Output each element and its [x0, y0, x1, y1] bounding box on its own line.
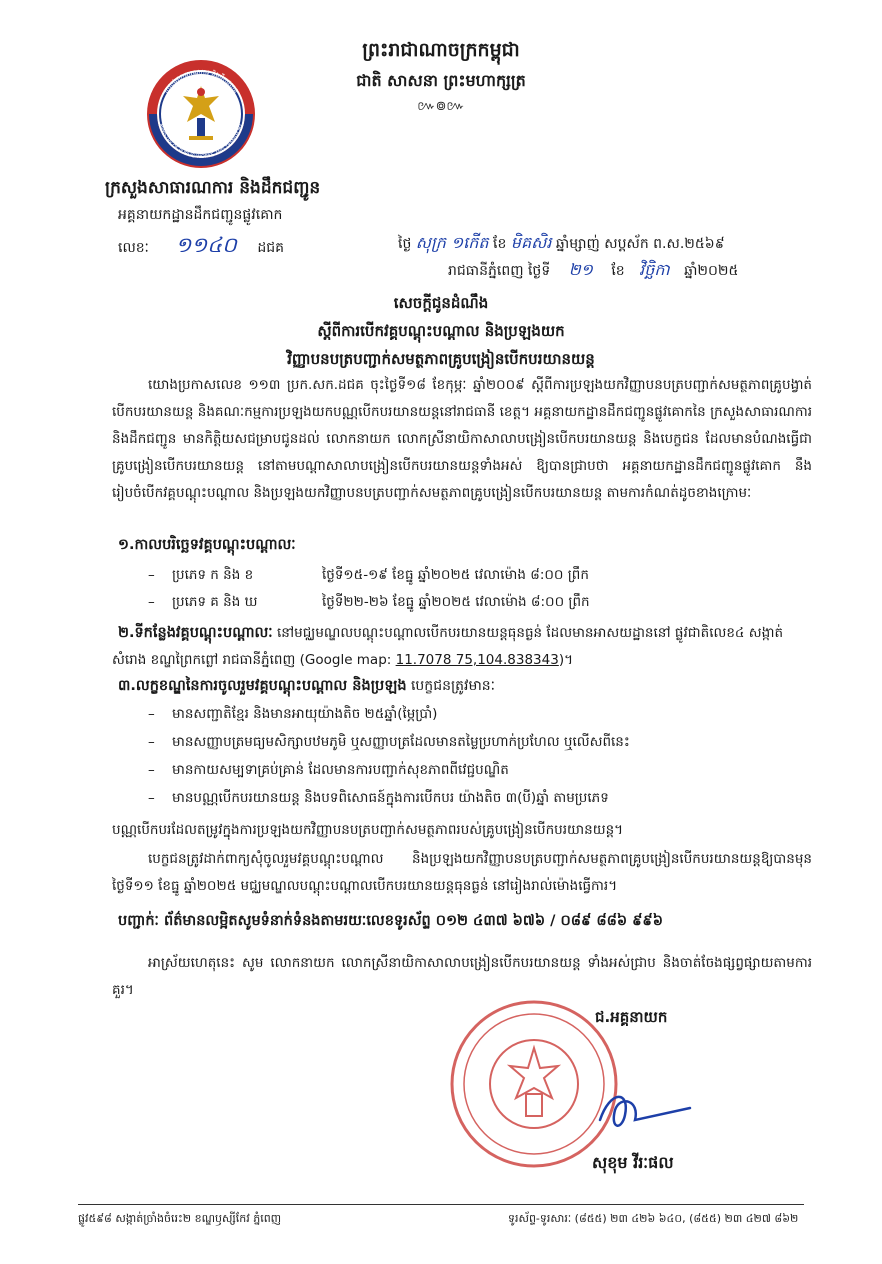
section1-heading: ១.កាលបរិច្ឆេទវគ្គបណ្តុះបណ្តាលៈ [118, 537, 296, 553]
notice-subject-line2: វិញ្ញាបនបត្របញ្ជាក់សមត្ថភាពគ្រូបង្រៀនបើកបរយានយន្ត [287, 350, 595, 368]
notice-subject-line1: ស្តីពីការបើកវគ្គបណ្តុះបណ្តាល និងប្រឡងយក [317, 322, 565, 340]
date-month: វិច្ឆិកា [639, 260, 670, 279]
city-date [448, 259, 738, 283]
dash: – [148, 790, 155, 806]
requirement-item [148, 705, 437, 725]
notice-title: សេចក្តីជូនដំណឹង [393, 294, 489, 312]
schedule-time: ថ្ងៃទី១៥-១៩ ខែធ្នូ ឆ្នាំ២០២៥ វេលាម៉ោង ៨:០០ ព្រឹក [322, 567, 589, 583]
kingdom-heading: ព្រះរាជាណាចក្រកម្ពុជា [362, 39, 520, 61]
section3-suffix: បេក្ខជនត្រូវមានៈ [406, 678, 495, 694]
intro-paragraph: យោងប្រកាសលេខ ១១៣ ប្រក.សក.ដជគ ចុះថ្ងៃទី១៨ ខែកុម្ភៈ ឆ្នាំ២០០៩ ស្តីពីការប្រឡងយកវិញ្ញាបនបត្របញ្ជាក់សមត្ថភាពគ្រូបង្វាត់បើកបរយានយន្ត និងគណៈកម្មការប្រឡងយកបណ្ណបើកបរយានយន្តនៅរាជធានី ខេត្ត។ អគ្គនាយកដ្ឋានដឹកជញ្ជូនផ្លូវគោកនៃ ក្រសួងសាធារណការ និងដឹកជញ្ជូន មានកិត្តិយសជម្រាបជូនដល់ លោកនាយក លោកស្រីនាយិកាសាលាបង្រៀនបើកបរយានយន្ត និងបេក្ខជន ដែលមានបំណងធ្វើជាគ្រូបង្រៀនបើកបរយានយន្ត នៅតាមបណ្តាសាលាបង្រៀនបើកបរយានយន្តទាំងអស់ ឱ្យបានជ្រាបថា អគ្គនាយកដ្ឋានដឹកជញ្ជូនផ្លូវគោក នឹងរៀបចំបើកវគ្គបណ្តុះបណ្តាល និងប្រឡងយកវិញ្ញាបនបត្របញ្ជាក់សមត្ថភាពគ្រូបង្រៀនបើកបរយានយន្ត តាមការកំណត់ដូចខាងក្រោមៈ [112, 377, 812, 501]
schedule-row [148, 593, 590, 613]
requirement-text: មានសញ្ញាបត្រមធ្យមសិក្សាបឋមភូមិ ឬសញ្ញាបត្រដែលមានតម្លៃប្រហាក់ប្រហែល ឬលើសពីនេះ [172, 734, 630, 750]
schedule-category: ប្រភេទ ក និង ខ [172, 567, 254, 583]
dash: – [148, 567, 155, 583]
lunar-date [398, 232, 725, 256]
section2-close: )។ [558, 652, 573, 668]
section2-paragraph [112, 620, 812, 674]
requirement-text: មានបណ្ណបើកបរយានយន្ត និងបទពិសោធន៍ក្នុងការបើកបរ យ៉ាងតិច ៣(បី)ឆ្នាំ តាមប្រភេទ [172, 790, 609, 806]
ministry-name: ក្រសួងសាធារណការ និងដឹកជញ្ជូន [105, 178, 321, 198]
ref-suffix: ដជគ [257, 240, 285, 256]
requirement-continuation: បណ្ណបើកបរដែលតម្រូវក្នុងការប្រឡងយកវិញ្ញាបនបត្របញ្ជាក់សមត្ថភាពរបស់គ្រូបង្រៀនបើកបរយានយន្ត។ [112, 822, 624, 838]
dash: – [148, 762, 155, 778]
handwritten-signature-icon [580, 1080, 700, 1140]
requirement-text: មានកាយសម្បទាគ្រប់គ្រាន់ ដែលមានការបញ្ជាក់សុខភាពពីវេជ្ជបណ្ឌិត [172, 762, 509, 778]
header-flourish: ៚៙៚ [417, 99, 465, 114]
city-prefix: រាជធានីភ្នំពេញ ថ្ងៃទី [448, 263, 551, 279]
date-day: ២១ [568, 260, 593, 279]
requirement-item [148, 789, 808, 809]
schedule-category: ប្រភេទ គ និង ឃ [172, 594, 258, 610]
lunar-year: ឆ្នាំម្សាញ់ សប្តស័ក ព.ស.២៥៦៩ [555, 236, 725, 252]
requirement-item [148, 733, 630, 753]
department-name: អគ្គនាយកដ្ឋានដឹកជញ្ជូនផ្លូវគោក [118, 207, 283, 223]
ref-number: ១១៤០ [175, 233, 237, 257]
closing-paragraph: អាស្រ័យហេតុនេះ សូម លោកនាយក លោកស្រីនាយិកាសាលាបង្រៀនបើកបរយានយន្ត ទាំងអស់ជ្រាប និងចាត់ចែងផ្សព្វផ្សាយតាមការគួរ។ [112, 955, 812, 998]
dash: – [148, 594, 155, 610]
footer-address: ផ្លូវ៥៩៨ សង្កាត់ច្រាំងចំរេះ២ ខណ្ឌឫស្សីកែវ ភ្នំពេញ [78, 1212, 282, 1225]
section3-heading: ៣.លក្ខខណ្ឌនៃការចូលរួមវគ្គបណ្តុះបណ្តាល និងប្រឡង [118, 678, 407, 694]
google-map-link[interactable]: 11.7078 75,104.838343 [395, 652, 559, 668]
lunar-day: សុក្រ ១កើត [415, 233, 489, 252]
date-year: ឆ្នាំ២០២៥ [684, 263, 739, 279]
date-month-label: ខែ [611, 263, 625, 279]
contact-note: បញ្ជាក់ៈ ព័ត៌មានលម្អិតសូមទំនាក់ទំនងតាមរយៈលេខទូរស័ព្ទ ០១២ ៤៣៧ ៦៧៦ / ០៨៩ ៨៨៦ ៩៩៦ [118, 913, 663, 929]
footer-divider [78, 1204, 804, 1205]
lunar-month-label: ខែ [493, 236, 507, 252]
signatory-name: សុខុម វីរៈផល [592, 1153, 674, 1172]
dash: – [148, 734, 155, 750]
requirement-text: មានសញ្ជាតិខ្មែរ និងមានអាយុយ៉ាងតិច ២៥ឆ្នាំ(ម្ភៃប្រាំ) [172, 706, 438, 722]
lunar-month: មិគសិរ [510, 233, 552, 252]
section2-heading: ២.ទីកន្លែងវគ្គបណ្តុះបណ្តាលៈ [118, 625, 273, 641]
footer-phone: ទូរស័ព្ទ-ទូរសារៈ (៨៥៥) ២៣ ៤២៦ ៦៤០, (៨៥៥) ២៣ ៤២៧ ៨៦២ [508, 1212, 799, 1225]
lunar-prefix: ថ្ងៃ [398, 236, 412, 252]
signatory-title: ជ.អគ្គនាយក [595, 1008, 668, 1026]
ref-label: លេខៈ [118, 240, 149, 256]
national-motto: ជាតិ សាសនា ព្រះមហាក្សត្រ [356, 71, 526, 90]
requirement-item [148, 761, 509, 781]
section3-heading-line [118, 676, 495, 698]
logo-text-bottom: MINISTRY OF PUBLIC WORKS AND TRANSPORT [157, 122, 245, 161]
section2-text: នៅមជ្ឈមណ្ឌលបណ្តុះបណ្តាលបើកបរយានយន្តធុនធ្ងន់ ដែលមានអាសយដ្ឋាននៅ ផ្លូវជាតិលេខ៤ សង្កាត់សំរោង ខណ្ឌព្រៃកព្លៅ រាជធានីភ្នំពេញ (Google map: [112, 625, 784, 668]
logo-text-top: ក្រសួងសាធារណការ និងដឹកជញ្ជូន [161, 67, 241, 95]
schedule-time: ថ្ងៃទី២២-២៦ ខែធ្នូ ឆ្នាំ២០២៥ វេលាម៉ោង ៨:០០ ព្រឹក [322, 594, 590, 610]
reference-line [118, 232, 284, 263]
ministry-logo [145, 58, 257, 170]
schedule-row [148, 566, 589, 586]
dash: – [148, 706, 155, 722]
submission-paragraph: បេក្ខជនត្រូវដាក់ពាក្យសុំចូលរួមវគ្គបណ្តុះបណ្តាល និងប្រឡងយកវិញ្ញាបនបត្របញ្ជាក់សមត្ថភាពគ្រូបង្រៀនបើកបរយានយន្តឱ្យបានមុន ថ្ងៃទី១១ ខែធ្នូ ឆ្នាំ២០២៥ មជ្ឈមណ្ឌលបណ្តុះបណ្តាលបើកបរយានយន្តធុនធ្ងន់ នៅរៀងរាល់ម៉ោងធ្វើការ។ [112, 851, 812, 894]
